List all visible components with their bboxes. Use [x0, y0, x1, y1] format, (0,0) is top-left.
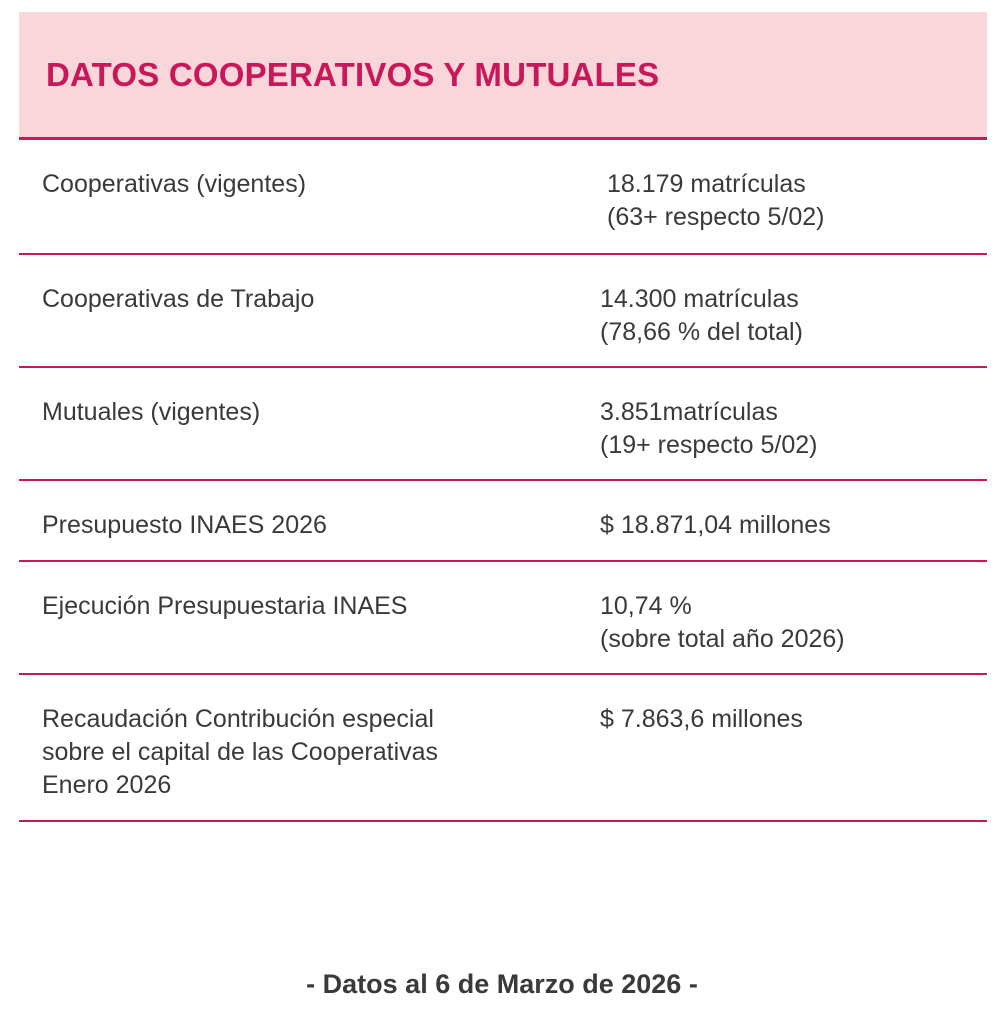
- table-row: [19, 368, 987, 481]
- date-footnote: - Datos al 6 de Marzo de 2026 -: [306, 969, 698, 999]
- row-label: Recaudación Contribución especial sobre el capital de las Cooperativas Enero 2026: [42, 705, 439, 799]
- row-label: Mutuales (vigentes): [42, 398, 261, 426]
- row-label: Cooperativas de Trabajo: [42, 285, 315, 313]
- row-label: Ejecución Presupuestaria INAES: [42, 592, 408, 620]
- page-title: DATOS COOPERATIVOS Y MUTUALES: [46, 56, 660, 93]
- table-row: [19, 675, 987, 822]
- row-value: 14.300 matrículas (78,66 % del total): [600, 285, 803, 346]
- table-row: [19, 481, 987, 562]
- table-row: [19, 255, 987, 368]
- row-label: Cooperativas (vigentes): [42, 170, 307, 198]
- row-value: $ 7.863,6 millones: [600, 705, 803, 733]
- table-row: [19, 562, 987, 675]
- row-value: 3.851matrículas (19+ respecto 5/02): [600, 398, 818, 459]
- row-value: 10,74 % (sobre total año 2026): [600, 592, 845, 653]
- card-header: [19, 12, 987, 140]
- row-value: 18.179 matrículas (63+ respecto 5/02): [607, 170, 825, 231]
- table-row: [19, 140, 987, 255]
- data-card: [19, 12, 987, 822]
- row-label: Presupuesto INAES 2026: [42, 511, 327, 539]
- row-value: $ 18.871,04 millones: [600, 511, 831, 539]
